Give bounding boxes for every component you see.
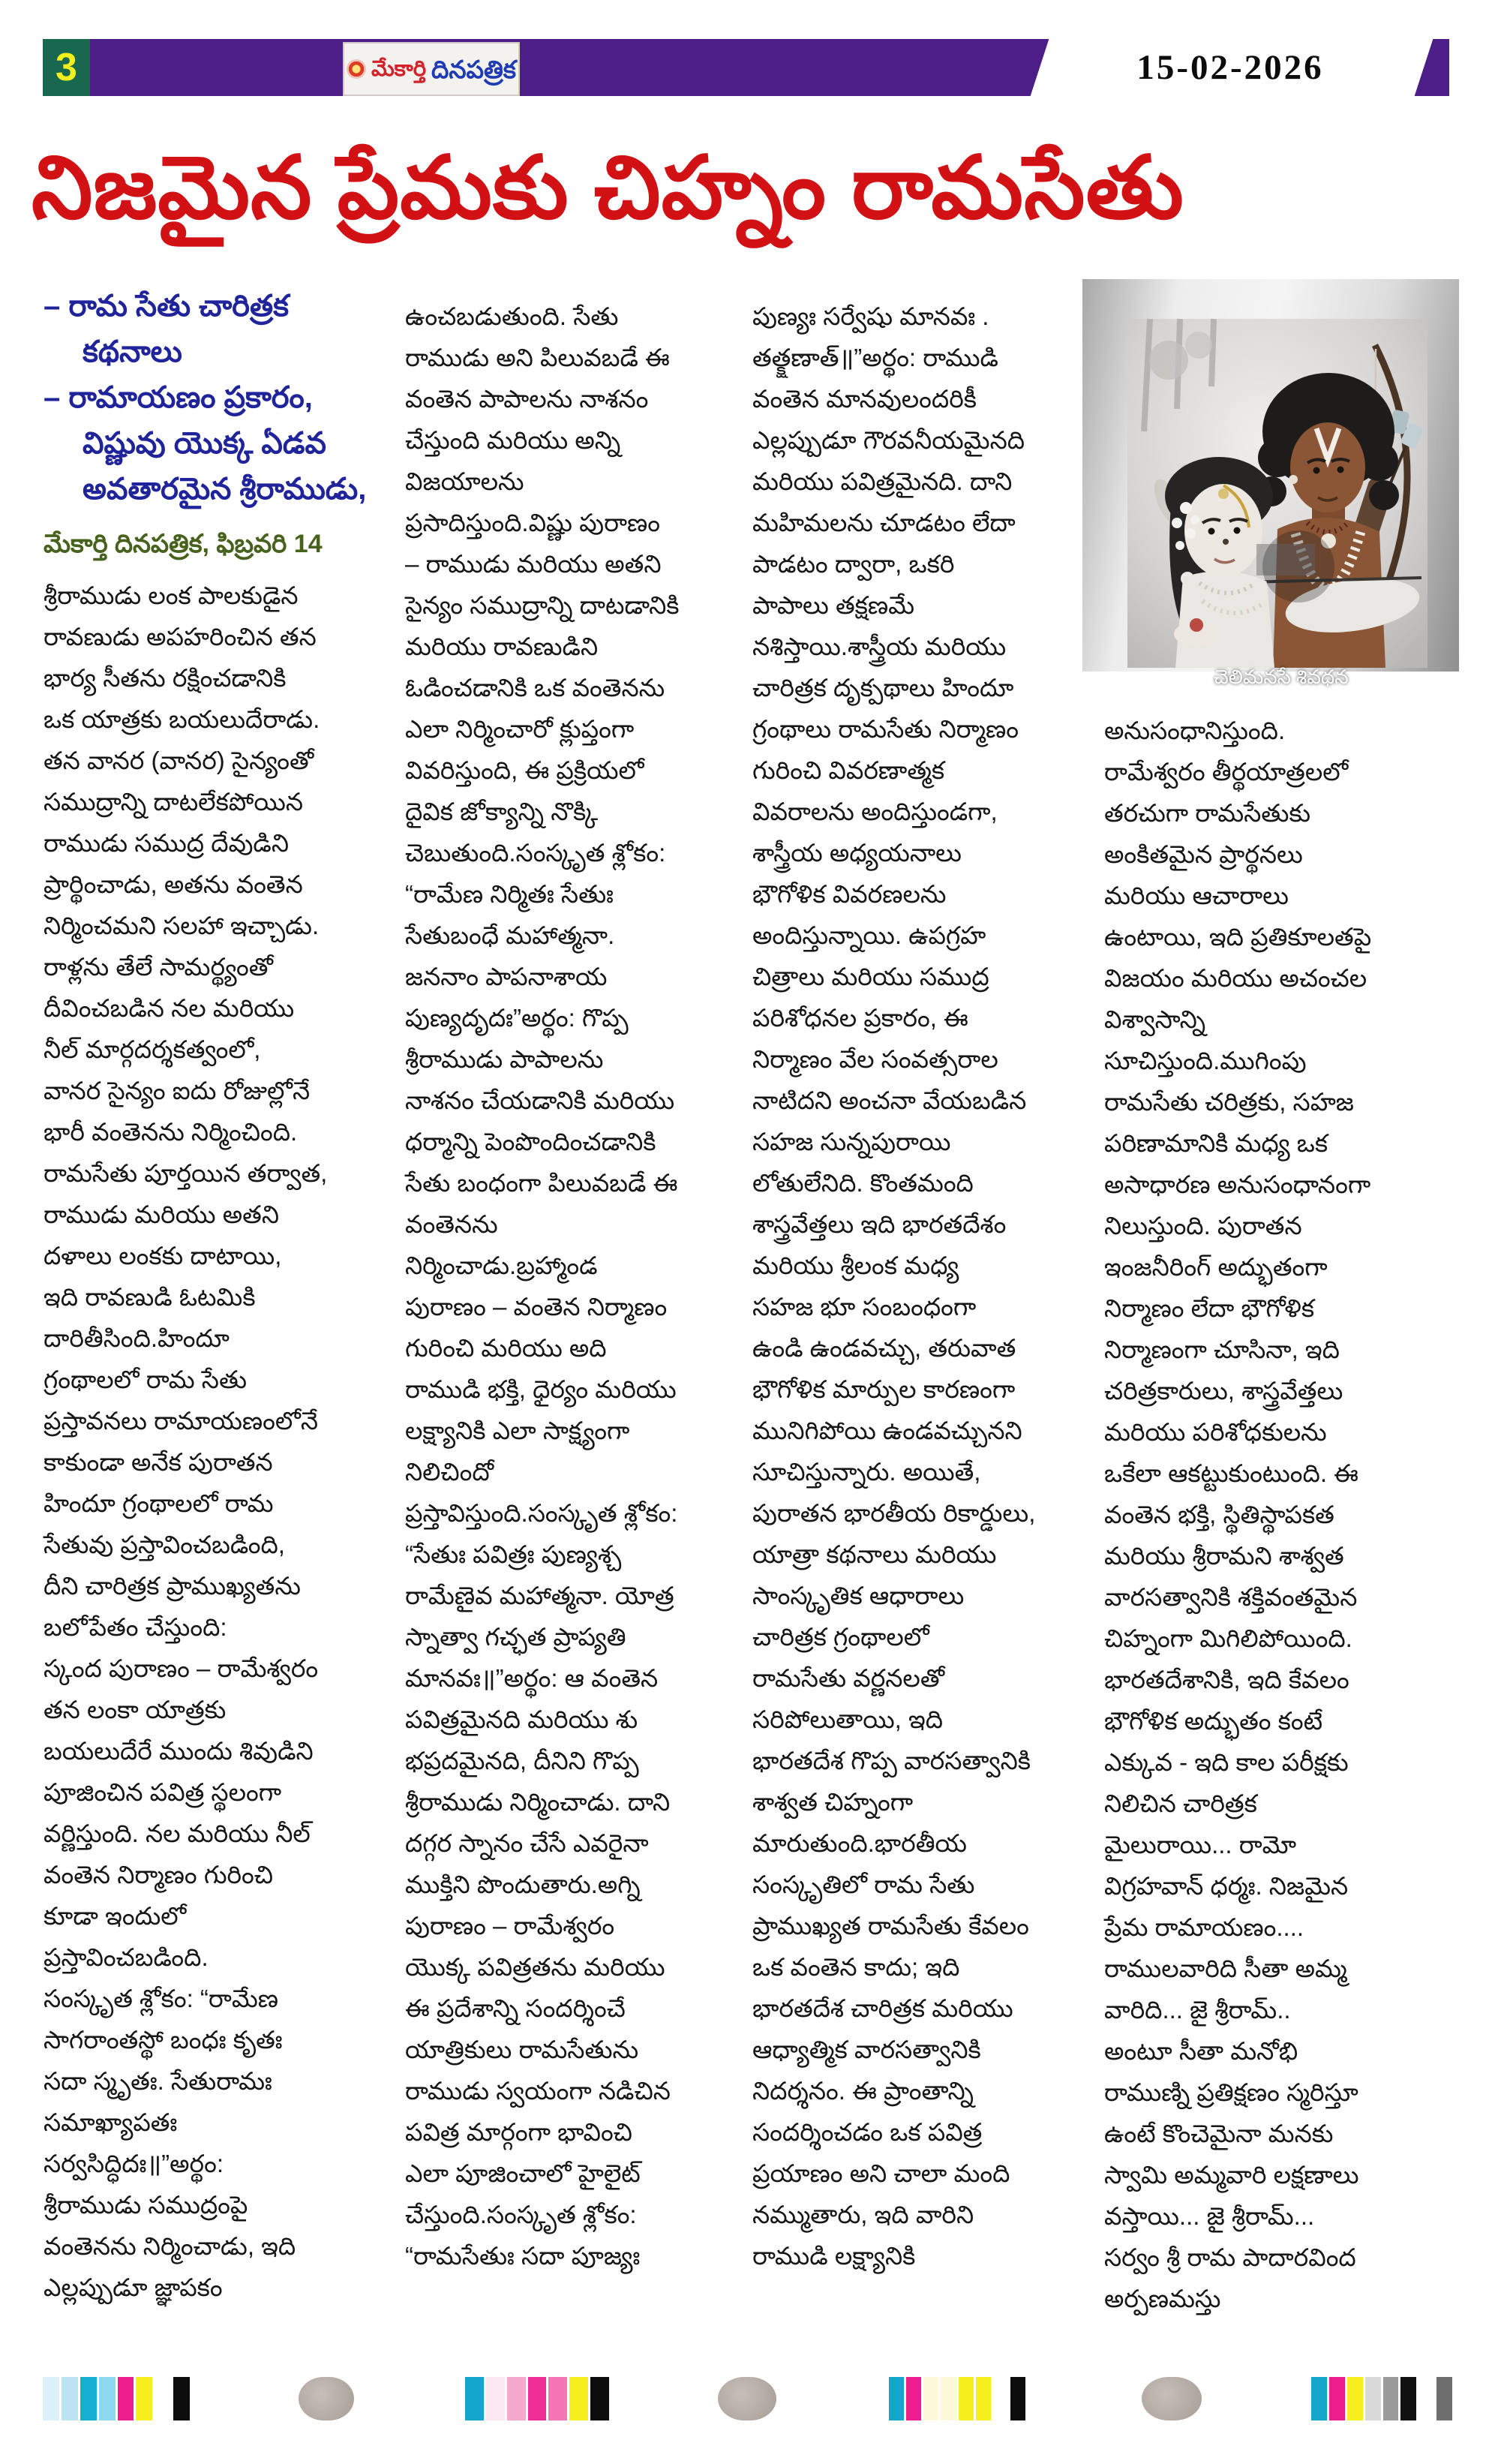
text-line: “రామసేతుః సదా పూజ్యః <box>405 2242 641 2270</box>
text-line: రాముడు స్వయంగా నడిచిన <box>405 2077 671 2105</box>
text-line: యొక్క పవిత్రతను మరియు <box>405 1953 665 1981</box>
text-line: ఒకేలా ఆకట్టుకుంటుంది. ఈ <box>1104 1459 1358 1487</box>
text-line: ఎక్కువ - ఇది కాల పరీక్షకు <box>1104 1748 1349 1776</box>
text-line: మరియు ఆచారాలు <box>1104 882 1289 909</box>
text-line: సేతు బంధంగా పిలువబడే ఈ <box>405 1169 678 1197</box>
text-line: అంటూ సీతా మనోభి <box>1104 2037 1298 2065</box>
text-line: అసాధారణ అనుసంధానంగా <box>1104 1170 1371 1198</box>
text-line: అనుసంధానిస్తుంది. <box>1104 717 1286 744</box>
text-line: యాత్రికులు రామసేతును <box>405 2036 639 2063</box>
text-line: విశ్వాసాన్ని <box>1104 1005 1206 1033</box>
text-line: ప్రయాణం అని చాలా మంది <box>752 2159 1010 2187</box>
text-line: గురించి మరియు అది <box>405 1334 607 1362</box>
text-line: ప్రసాదిస్తుంది.విష్ణు పురాణం <box>405 509 660 536</box>
text-line: ఇది రావణుడి ఓటమికి <box>44 1283 256 1311</box>
text-line: ప్రస్తావనలు రామాయణంలోనే <box>44 1407 319 1435</box>
text-line: పాపాలు తక్షణమే <box>752 591 915 619</box>
color-swatch <box>590 2377 609 2420</box>
text-line: నిలిచిన చారిత్రక <box>1104 1789 1257 1817</box>
text-line: – రాముడు మరియు అతని <box>405 550 662 578</box>
issue-date: 15-02-2026 <box>1136 48 1324 87</box>
color-swatch <box>80 2377 97 2420</box>
text-line: మానవః॥”అర్థం: ఆ వంతెన <box>405 1664 659 1692</box>
text-line: పుణ్యదృదః”అర్థం: గొప్ప <box>405 1004 629 1032</box>
text-line: వంతెన నిర్మాణం గురించి <box>44 1861 274 1889</box>
text-line: బలోపేతం చేస్తుంది: <box>44 1613 227 1641</box>
text-line: రాములవారిది సీతా అమ్మ <box>1104 1955 1347 1982</box>
text-line: వివరాలను అందిస్తుండగా, <box>752 798 998 825</box>
text-line: చిత్రాలు మరియు సముద్ర <box>752 963 989 990</box>
text-line: అంకితమైన ప్రార్థనలు <box>1104 840 1303 868</box>
text-line: సాంస్కృతిక ఆధారాలు <box>752 1582 965 1609</box>
color-bar-group <box>889 2377 1025 2420</box>
text-line: సముద్రాన్ని దాటలేకపోయిన <box>44 788 303 816</box>
text-line: అవతారమైన శ్రీరాముడు, <box>83 473 367 506</box>
text-line: ఆధ్యాత్మిక వారసత్వానికి <box>752 2036 981 2063</box>
color-swatch <box>1418 2377 1434 2420</box>
color-swatch <box>906 2377 921 2420</box>
text-line: సర్వం శ్రీ రామ పాదారవింద <box>1104 2243 1356 2271</box>
text-line: పురాతన భారతీయ రికార్డులు, <box>752 1499 1036 1527</box>
text-line: సహజ భూ సంబంధంగా <box>752 1293 977 1321</box>
text-line: మరియు పరిశోధకులను <box>1104 1418 1327 1446</box>
text-line: నమ్ముతారు, ఇది వారిని <box>752 2201 974 2228</box>
photo-frame <box>1082 279 1459 688</box>
text-line: ప్రస్తావించబడింది. <box>44 1943 209 1971</box>
text-line: మరియు శ్రీలంక మధ్య <box>752 1252 959 1279</box>
article-column-4 <box>1104 710 1445 2319</box>
text-line: రామసేతు పూర్తయిన తర్వాత, <box>44 1159 328 1187</box>
text-line: వంతెన భక్తి, స్థితిస్థాపకత <box>1104 1501 1334 1528</box>
text-line: ఉంటే కొంచెమైనా మనకు <box>1104 2120 1334 2147</box>
text-line: నిర్మించమని సలహా ఇచ్చాడు. <box>44 912 320 939</box>
text-line: రాముడి లక్ష్యానికి <box>752 2242 916 2270</box>
text-line: చారిత్రక దృక్పథాలు హిందూ <box>752 674 1014 702</box>
text-line: రామసేతు వర్ణనలతో <box>752 1664 945 1692</box>
gray-capsule-mark <box>718 2377 776 2420</box>
text-line: రాముణ్ని ప్రతిక్షణం స్మరిస్తూ <box>1104 2078 1358 2106</box>
text-line: వివరిస్తుంది, ఈ ప్రక్రియలో <box>405 756 644 784</box>
text-line: దీని చారిత్రక ప్రాముఖ్యతను <box>44 1572 301 1600</box>
text-line: వంతెనను నిర్మించాడు, ఇది <box>44 2232 296 2260</box>
text-line: గ్రంథాలు రామసేతు నిర్మాణం <box>752 715 1019 743</box>
text-line: శాస్త్రీయ అధ్యయనాలు <box>752 839 962 867</box>
text-line: చిహ్నంగా మిగిలిపోయింది. <box>1104 1624 1352 1652</box>
text-line: లోతులేనిది. కొంతమంది <box>752 1169 974 1197</box>
text-line: ప్రస్తావిస్తుంది.సంస్కృత శ్లోకం: <box>405 1499 678 1527</box>
text-line: భారతదేశ గొప్ప వారసత్వానికి <box>752 1747 1031 1774</box>
text-line: శాశ్వత చిహ్నంగా <box>752 1788 914 1816</box>
text-line: మరియు పవిత్రమైనది. దాని <box>752 467 1013 495</box>
text-line: విగ్రహవాన్ ధర్మః. నిజమైన <box>1104 1872 1349 1900</box>
text-line: భారతదేశానికి, ఇది కేవలం <box>1104 1666 1349 1693</box>
text-line: వంతెన పాపాలను నాశనం <box>405 385 649 413</box>
text-line: పాడటం ద్వారా, ఒకరి <box>752 550 955 578</box>
text-line: కూడా ఇందులో <box>44 1902 187 1930</box>
text-line: భప్రదమైనది, దీనిని గొప్ప <box>405 1747 639 1774</box>
text-line: దగ్గర స్నానం చేసే ఎవరైనా <box>405 1829 649 1857</box>
page-number-box <box>43 39 90 96</box>
text-line: “సేతుః పవిత్రః పుణ్యశ్చ <box>405 1540 622 1568</box>
text-line: మరియు శ్రీరామని శాశ్వత <box>1104 1542 1344 1570</box>
color-swatch <box>528 2377 547 2420</box>
color-swatch <box>993 2377 1008 2420</box>
text-line: నిర్మించాడు.బ్రహ్మాండ <box>405 1252 598 1279</box>
text-line: నిలిచిందో <box>405 1458 494 1486</box>
text-line: ఎల్లప్పుడూ గౌరవనీయమైనది <box>752 426 1025 454</box>
text-line: వస్తాయి... జై శ్రీరామ్... <box>1104 2202 1315 2230</box>
color-swatch <box>465 2377 484 2420</box>
text-line: స్నాత్వా గచ్ఛత ప్రాప్యతి <box>405 1623 626 1651</box>
text-line: తరచుగా రామసేతుకు <box>1104 799 1311 827</box>
text-line: తత్క్షణాత్॥”అర్థం: రాముడి <box>752 344 998 371</box>
color-swatch <box>486 2377 505 2420</box>
text-line: ఓడించడానికి ఒక వంతెనను <box>405 674 665 702</box>
text-line: – రామాయణం ప్రకారం, <box>44 381 313 414</box>
color-swatch <box>1383 2377 1399 2420</box>
text-line: గ్రంథాలలో రామ సేతు <box>44 1366 248 1393</box>
article-column-2 <box>405 296 746 2276</box>
text-line: పురాణం – వంతెన నిర్మాణం <box>405 1293 668 1321</box>
text-line: కాకుండా అనేక పురాతన <box>44 1448 273 1476</box>
text-line: వంతెన మానవులందరికీ <box>752 385 977 413</box>
text-line: ప్రేమ రామాయణం.... <box>1104 1913 1304 1941</box>
text-line: సేతుబంధే మహాత్మనా. <box>405 921 615 949</box>
color-swatch <box>941 2377 956 2420</box>
color-swatch <box>889 2377 904 2420</box>
text-line: మహిమలను చూడటం లేదా <box>752 509 1016 536</box>
gray-capsule-mark <box>299 2377 354 2420</box>
text-line: ధర్మాన్ని పెంపొందించడానికి <box>405 1128 656 1155</box>
text-line: రాముడి భక్తి, ధైర్యం మరియు <box>405 1375 677 1403</box>
text-line: నిర్మాణం వేల సంవత్సరాల <box>752 1045 998 1073</box>
text-line: హిందూ గ్రంథాలలో రామ <box>44 1489 274 1517</box>
color-bar-group <box>43 2377 190 2420</box>
text-line: ఈ ప్రదేశాన్ని సందర్శించే <box>405 1994 626 2022</box>
color-swatch <box>136 2377 152 2420</box>
text-line: జననాం పాపనాశాయ <box>405 963 608 990</box>
text-line: మారుతుంది.భారతీయ <box>752 1829 967 1857</box>
text-line: దీవించబడిన నల మరియు <box>44 994 295 1022</box>
color-swatch <box>1365 2377 1381 2420</box>
text-line: ఉంటాయి, ఇది ప్రతికూలతపై <box>1104 923 1372 951</box>
text-line: చేస్తుంది.సంస్కృత శ్లోకం: <box>405 2201 637 2228</box>
text-line: నిలుస్తుంది. పురాతన <box>1104 1212 1302 1240</box>
text-line: వానర సైన్యం ఐదు రోజుల్లోనే <box>44 1077 311 1104</box>
text-line: సైన్యం సముద్రాన్ని దాటడానికి <box>405 591 680 619</box>
text-line: “రామేణ నిర్మితః సేతుః <box>405 880 614 908</box>
text-line: పవిత్రమైనది మరియు శు <box>405 1705 638 1733</box>
text-line: భారీ వంతెనను నిర్మించింది. <box>44 1118 298 1146</box>
text-line: ఉంచబడుతుంది. సేతు <box>405 302 619 330</box>
print-marks-row <box>0 2377 1489 2420</box>
color-swatch <box>569 2377 588 2420</box>
article-column-3 <box>752 296 1094 2276</box>
article-column-1 <box>44 575 385 2308</box>
text-line: నాటిదని అంచనా వేయబడిన <box>752 1086 1027 1114</box>
text-line: ఇంజనీరింగ్ అద్భుతంగా <box>1104 1253 1328 1281</box>
masthead-emblem-icon <box>347 59 366 79</box>
text-line: సేతువు ప్రస్తావించబడింది, <box>44 1531 285 1558</box>
text-line: రామేణైవ మహాత్మనా. యోత్ర <box>405 1582 674 1609</box>
text-line: ప్రాముఖ్యత రామసేతు కేవలం <box>752 1912 1029 1940</box>
main-headline: నిజమైన ప్రేమకు చిహ్నం రామసేతు <box>32 139 1184 236</box>
color-swatch <box>173 2377 190 2420</box>
text-line: అందిస్తున్నాయి. ఉపగ్రహ <box>752 921 986 949</box>
color-swatch <box>1010 2377 1025 2420</box>
color-swatch <box>976 2377 991 2420</box>
text-line: మరియు రావణుడిని <box>405 633 599 660</box>
text-line: శ్రీరాముడు నిర్మించాడు. దాని <box>405 1788 671 1816</box>
text-line: భౌగోళిక మార్పుల కారణంగా <box>752 1375 1016 1403</box>
color-swatch <box>99 2377 116 2420</box>
masthead-title-part1: మేకార్తి <box>371 56 427 81</box>
text-line: పరిశోధనల ప్రకారం, ఈ <box>752 1004 968 1032</box>
text-line: పవిత్ర మార్గంగా భావించి <box>405 2118 632 2146</box>
text-line: దళాలు లంకకు దాటాయి, <box>44 1242 282 1270</box>
text-line: నీల్ మార్గదర్శకత్వంలో, <box>44 1035 261 1063</box>
text-line: ముక్తిని పొందుతారు.అగ్ని <box>405 1871 641 1898</box>
text-line: చారిత్రక గ్రంథాలలో <box>752 1623 929 1651</box>
text-line: శ్రీరాముడు పాపాలను <box>405 1045 604 1073</box>
text-line: శ్రీరాముడు సముద్రంపై <box>44 2191 248 2219</box>
text-line: మైలురాయి... రామో <box>1104 1831 1297 1859</box>
text-line: భౌగోళిక వివరణలను <box>752 880 947 908</box>
text-line: సర్వసిద్ధిదః॥”అర్థం: <box>44 2150 224 2177</box>
text-line: సంస్కృతిలో రామ సేతు <box>752 1871 975 1898</box>
text-line: రాముడు మరియు అతని <box>44 1200 279 1228</box>
color-swatch <box>1311 2377 1327 2420</box>
text-line: రాముడు సముద్ర దేవుడిని <box>44 829 290 857</box>
color-bar-group <box>1311 2377 1452 2420</box>
text-line: సంస్కృత శ్లోకం: “రామేణ <box>44 1985 278 2012</box>
text-line: విజయాలను <box>405 467 524 495</box>
text-line: వారసత్వానికి శక్తివంతమైన <box>1104 1583 1358 1611</box>
text-line: స్వామి అమ్మవారి లక్షణాలు <box>1104 2161 1359 2189</box>
text-line: వర్ణిస్తుంది. నల మరియు నీల్ <box>44 1819 311 1847</box>
gray-capsule-mark <box>1142 2377 1202 2420</box>
color-swatch <box>118 2377 134 2420</box>
color-swatch <box>1347 2377 1363 2420</box>
text-line: రాముడు అని పిలువబడే ఈ <box>405 344 670 371</box>
text-line: ఉండి ఉండవచ్చు, తరువాత <box>752 1334 1016 1362</box>
dateline: మేకార్తి దినపత్రిక, ఫిబ్రవరి 14 <box>44 530 323 558</box>
text-line: దైవిక జోక్యాన్ని నొక్కి <box>405 798 599 825</box>
text-line: నాశనం చేయడానికి మరియు <box>405 1086 675 1114</box>
text-line: సూచిస్తుంది.ముగింపు <box>1104 1047 1307 1074</box>
intro-bullets <box>44 284 377 512</box>
text-line: అర్పణమస్తు <box>1104 2285 1221 2312</box>
text-line: కథనాలు <box>83 335 182 368</box>
text-line: చేస్తుంది మరియు అన్ని <box>405 426 621 454</box>
text-line: పుణ్యః సర్వేషు మానవః . <box>752 302 989 330</box>
page-number: 3 <box>56 46 77 89</box>
text-line: సరిపోలుతాయి, ఇది <box>752 1705 944 1733</box>
text-line: దారితీసింది.హిందూ <box>44 1324 230 1352</box>
text-line: లక్ష్యానికి ఎలా సాక్ష్యంగా <box>405 1417 630 1444</box>
text-line: నశిస్తాయి.శాస్త్రీయ మరియు <box>752 633 1007 660</box>
text-line: బయలుదేరే ముందు శివుడిని <box>44 1737 314 1765</box>
text-line: నిర్మాణంగా చూసినా, ఇది <box>1104 1336 1340 1363</box>
color-swatch <box>43 2377 59 2420</box>
text-line: భారతదేశ చారిత్రక మరియు <box>752 1994 1013 2022</box>
color-swatch <box>1329 2377 1345 2420</box>
text-line: ప్రార్థించాడు, అతను వంతెన <box>44 870 303 898</box>
text-line: పరిణామానికి మధ్య ఒక <box>1104 1129 1328 1157</box>
text-line: సాగరాంతస్థో బంధః కృతః <box>44 2026 283 2054</box>
text-line: సందర్శించడం ఒక పవిత్ర <box>752 2118 983 2146</box>
text-line: గురించి వివరణాత్మక <box>752 756 945 784</box>
text-line: చెబుతుంది.సంస్కృత శ్లోకం: <box>405 839 666 867</box>
color-swatch <box>507 2377 526 2420</box>
text-line: రాళ్లను తేలే సామర్థ్యంతో <box>44 953 273 981</box>
text-line: సమాఖ్యాపతః <box>44 2108 178 2136</box>
text-line: సూచిస్తున్నారు. అయితే, <box>752 1458 981 1486</box>
text-line: రామసేతు చరిత్రకు, సహజ <box>1104 1088 1354 1116</box>
text-line: విష్ణువు యొక్క ఏడవ <box>83 427 326 460</box>
text-line: ఎలా నిర్మించారో క్లుప్తంగా <box>405 715 635 743</box>
text-line: నిదర్శనం. ఈ ప్రాంతాన్ని <box>752 2077 974 2105</box>
text-line: నిర్మాణం లేదా భౌగోళిక <box>1104 1294 1315 1322</box>
color-swatch <box>959 2377 974 2420</box>
text-line: రామేశ్వరం తీర్థయాత్రలలో <box>1104 758 1349 786</box>
text-line: వంతెనను <box>405 1210 498 1238</box>
text-line: ఎల్లప్పుడూ జ్ఞాపకం <box>44 2273 223 2301</box>
text-line: శ్రీరాముడు లంక పాలకుడైన <box>44 581 299 609</box>
color-swatch <box>1400 2377 1416 2420</box>
rama-sita-artwork <box>1127 319 1427 668</box>
photo-caption: చెలిమనసే శివధన <box>1214 666 1349 688</box>
text-line: – రామ సేతు చారిత్రక <box>44 290 290 323</box>
text-line: రావణుడు అపహరించిన తన <box>44 623 317 651</box>
text-line: వారిది... జై శ్రీరామ్.. <box>1104 1996 1291 2024</box>
text-line: సదా స్మృతః. సేతురామః <box>44 2067 272 2095</box>
text-line: తన వానర (వానర) సైన్యంతో <box>44 747 314 774</box>
text-line: తన లంకా యాత్రకు <box>44 1696 227 1723</box>
text-line: ఒక వంతెన కాదు; ఇది <box>752 1953 960 1981</box>
color-swatch <box>548 2377 567 2420</box>
text-line: యాత్రా కథనాలు మరియు <box>752 1540 997 1568</box>
masthead <box>343 42 520 96</box>
text-line: మునిగిపోయి ఉండవచ్చునని <box>752 1417 1022 1444</box>
text-line: ఒక యాత్రకు బయలుదేరాడు. <box>44 705 320 733</box>
text-line: విజయం మరియు అచంచల <box>1104 964 1367 992</box>
text-line: స్కంద పురాణం – రామేశ్వరం <box>44 1654 319 1682</box>
text-line: శాస్త్రవేత్తలు ఇది భారతదేశం <box>752 1210 1007 1238</box>
masthead-title-part2: దినపత్రిక <box>431 55 516 83</box>
text-line: ఎలా పూజించాలో హైలైట్ <box>405 2159 641 2187</box>
text-line: భార్య సీతను రక్షించడానికి <box>44 664 287 692</box>
rama-sita-photo <box>1127 319 1427 688</box>
text-line: భౌగోళిక అద్భుతం కంటే <box>1104 1707 1323 1735</box>
text-line: పురాణం – రామేశ్వరం <box>405 1912 615 1940</box>
color-swatch <box>923 2377 938 2420</box>
text-line: పూజించిన పవిత్ర స్థలంగా <box>44 1778 282 1806</box>
color-swatch <box>1436 2377 1452 2420</box>
text-line: సహజ సున్నపురాయి <box>752 1128 951 1155</box>
color-swatch <box>155 2377 171 2420</box>
text-line: చరిత్రకారులు, శాస్త్రవేత్తలు <box>1104 1377 1343 1405</box>
color-swatch <box>62 2377 78 2420</box>
color-bar-group <box>465 2377 609 2420</box>
